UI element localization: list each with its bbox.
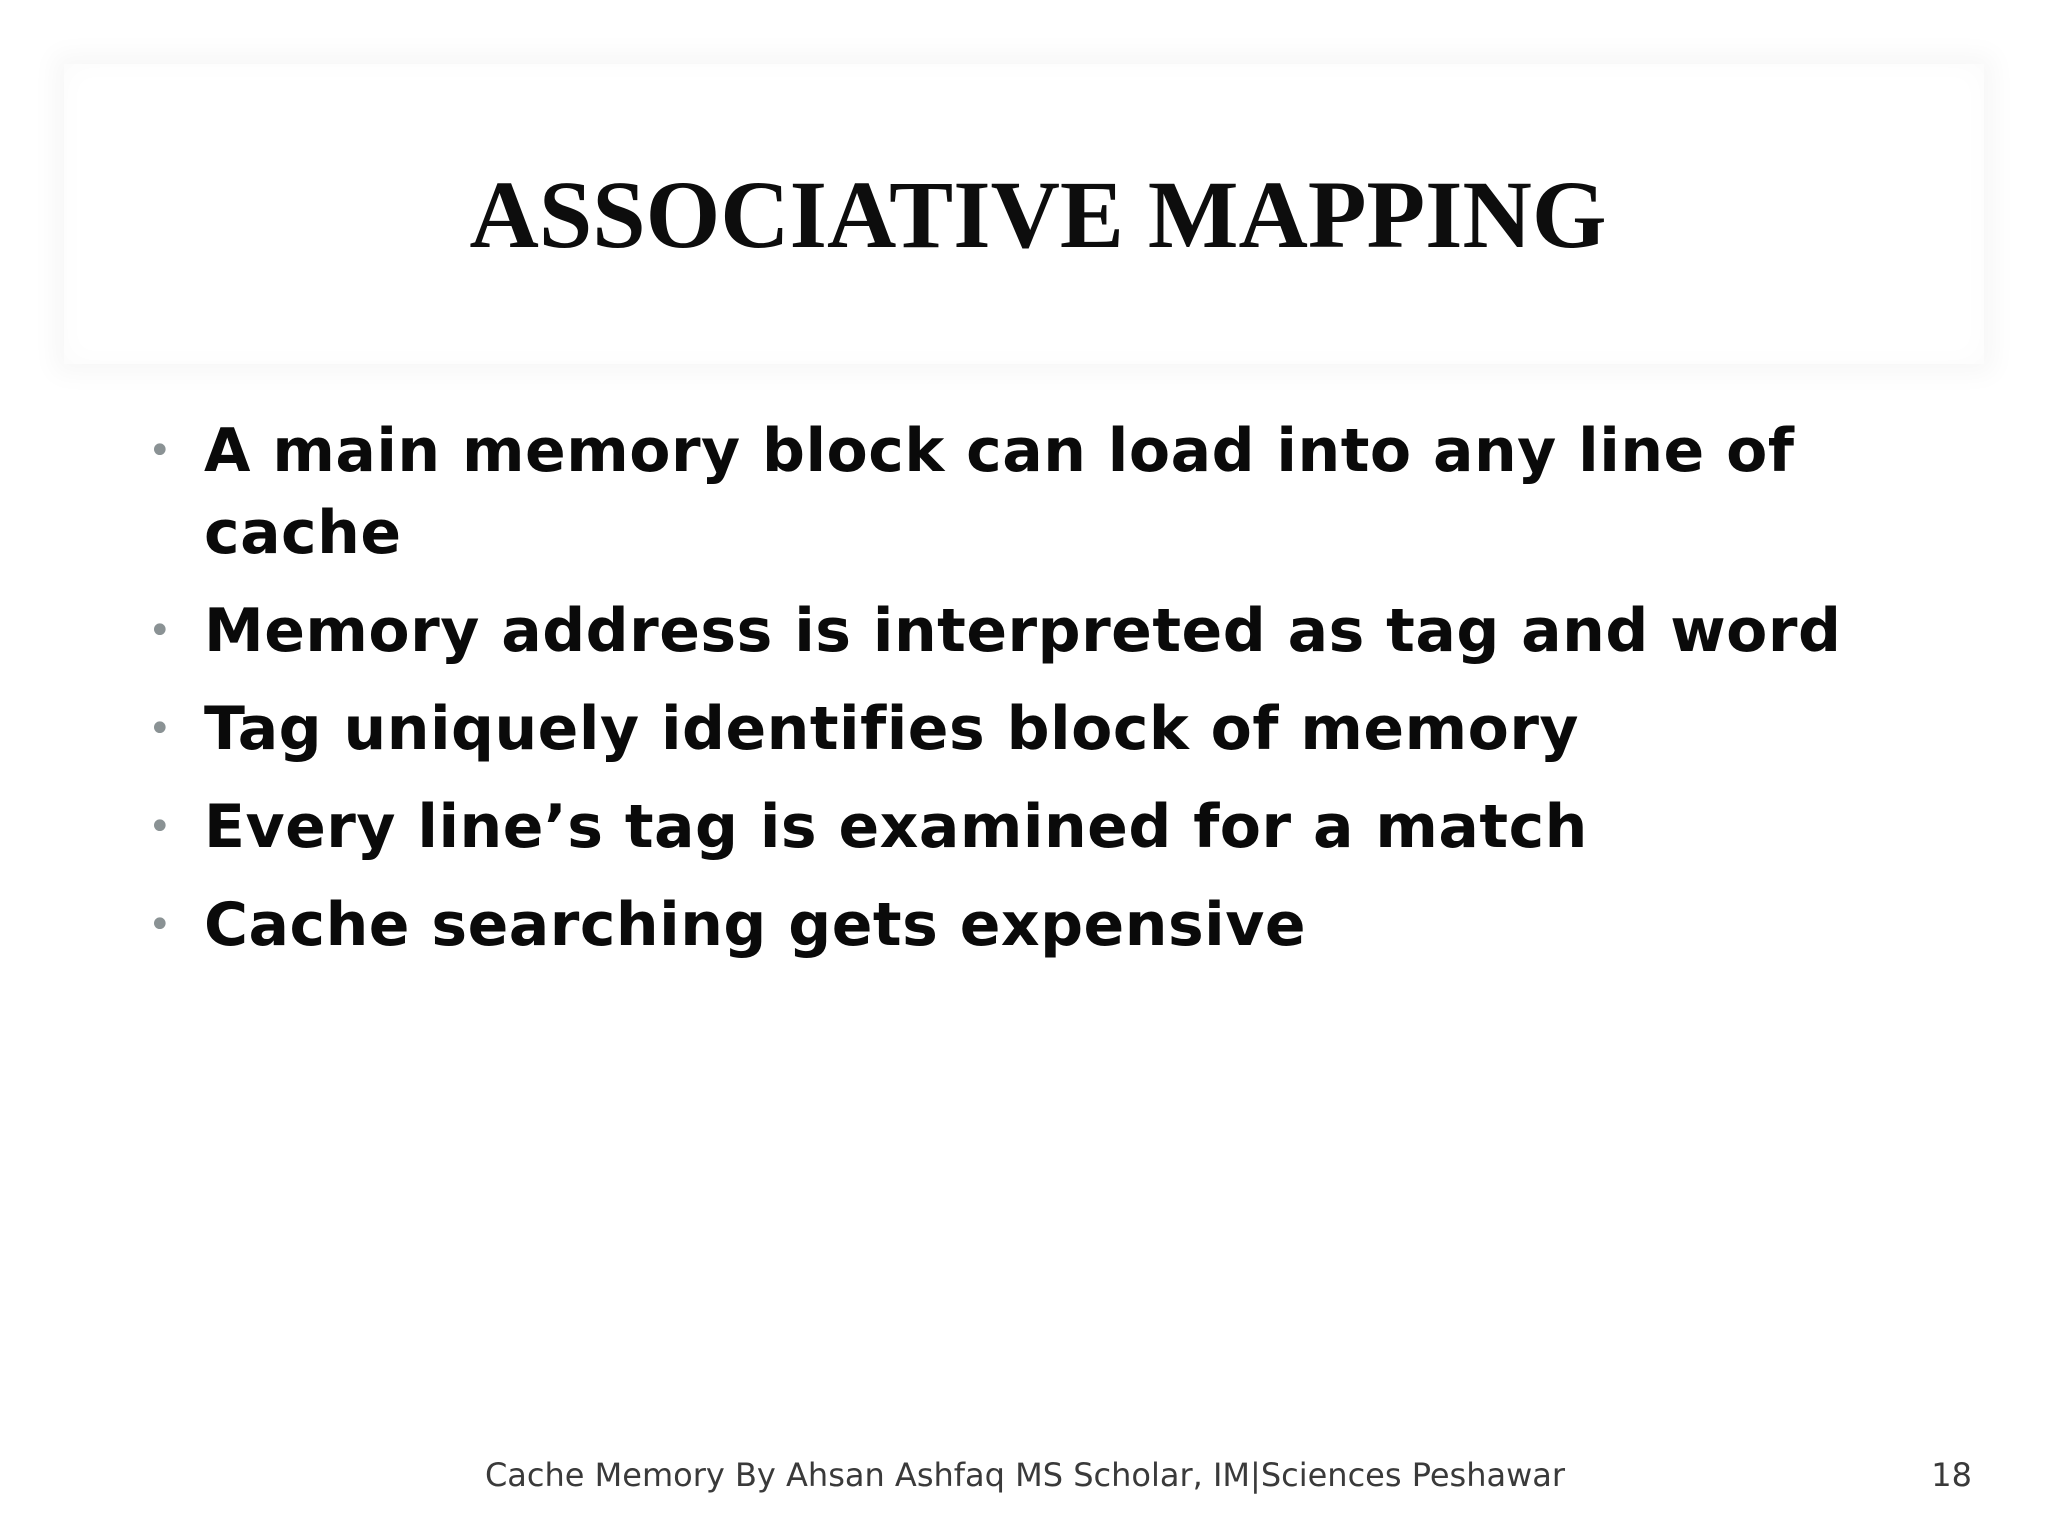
bullet-item (148, 884, 1848, 966)
bullet-text: Memory address is interpreted as tag and word (204, 596, 1842, 666)
bullet-icon: • (148, 608, 173, 654)
title-box (64, 64, 1984, 364)
bullet-icon: • (148, 902, 173, 948)
slide-footer: Cache Memory By Ahsan Ashfaq MS Scholar, IM|Sciences Peshawar (484, 1456, 1566, 1494)
bullet-text: Cache searching gets expensive (204, 890, 1307, 960)
bullet-text: A main memory block can load into any line of cache (204, 416, 1795, 568)
bullet-icon: • (148, 804, 173, 850)
bullet-item (148, 688, 1848, 770)
bullet-item (148, 410, 1848, 574)
bullet-icon: • (148, 428, 173, 474)
bullet-item (148, 786, 1848, 868)
bullet-text: Tag uniquely identifies block of memory (204, 694, 1580, 764)
bullet-icon: • (148, 706, 173, 752)
page-number: 18 (1931, 1456, 1972, 1494)
bullet-list (148, 410, 1848, 982)
bullet-item (148, 590, 1848, 672)
bullet-text: Every line’s tag is examined for a match (204, 792, 1588, 862)
slide-title: ASSOCIATIVE MAPPING (469, 160, 1607, 268)
